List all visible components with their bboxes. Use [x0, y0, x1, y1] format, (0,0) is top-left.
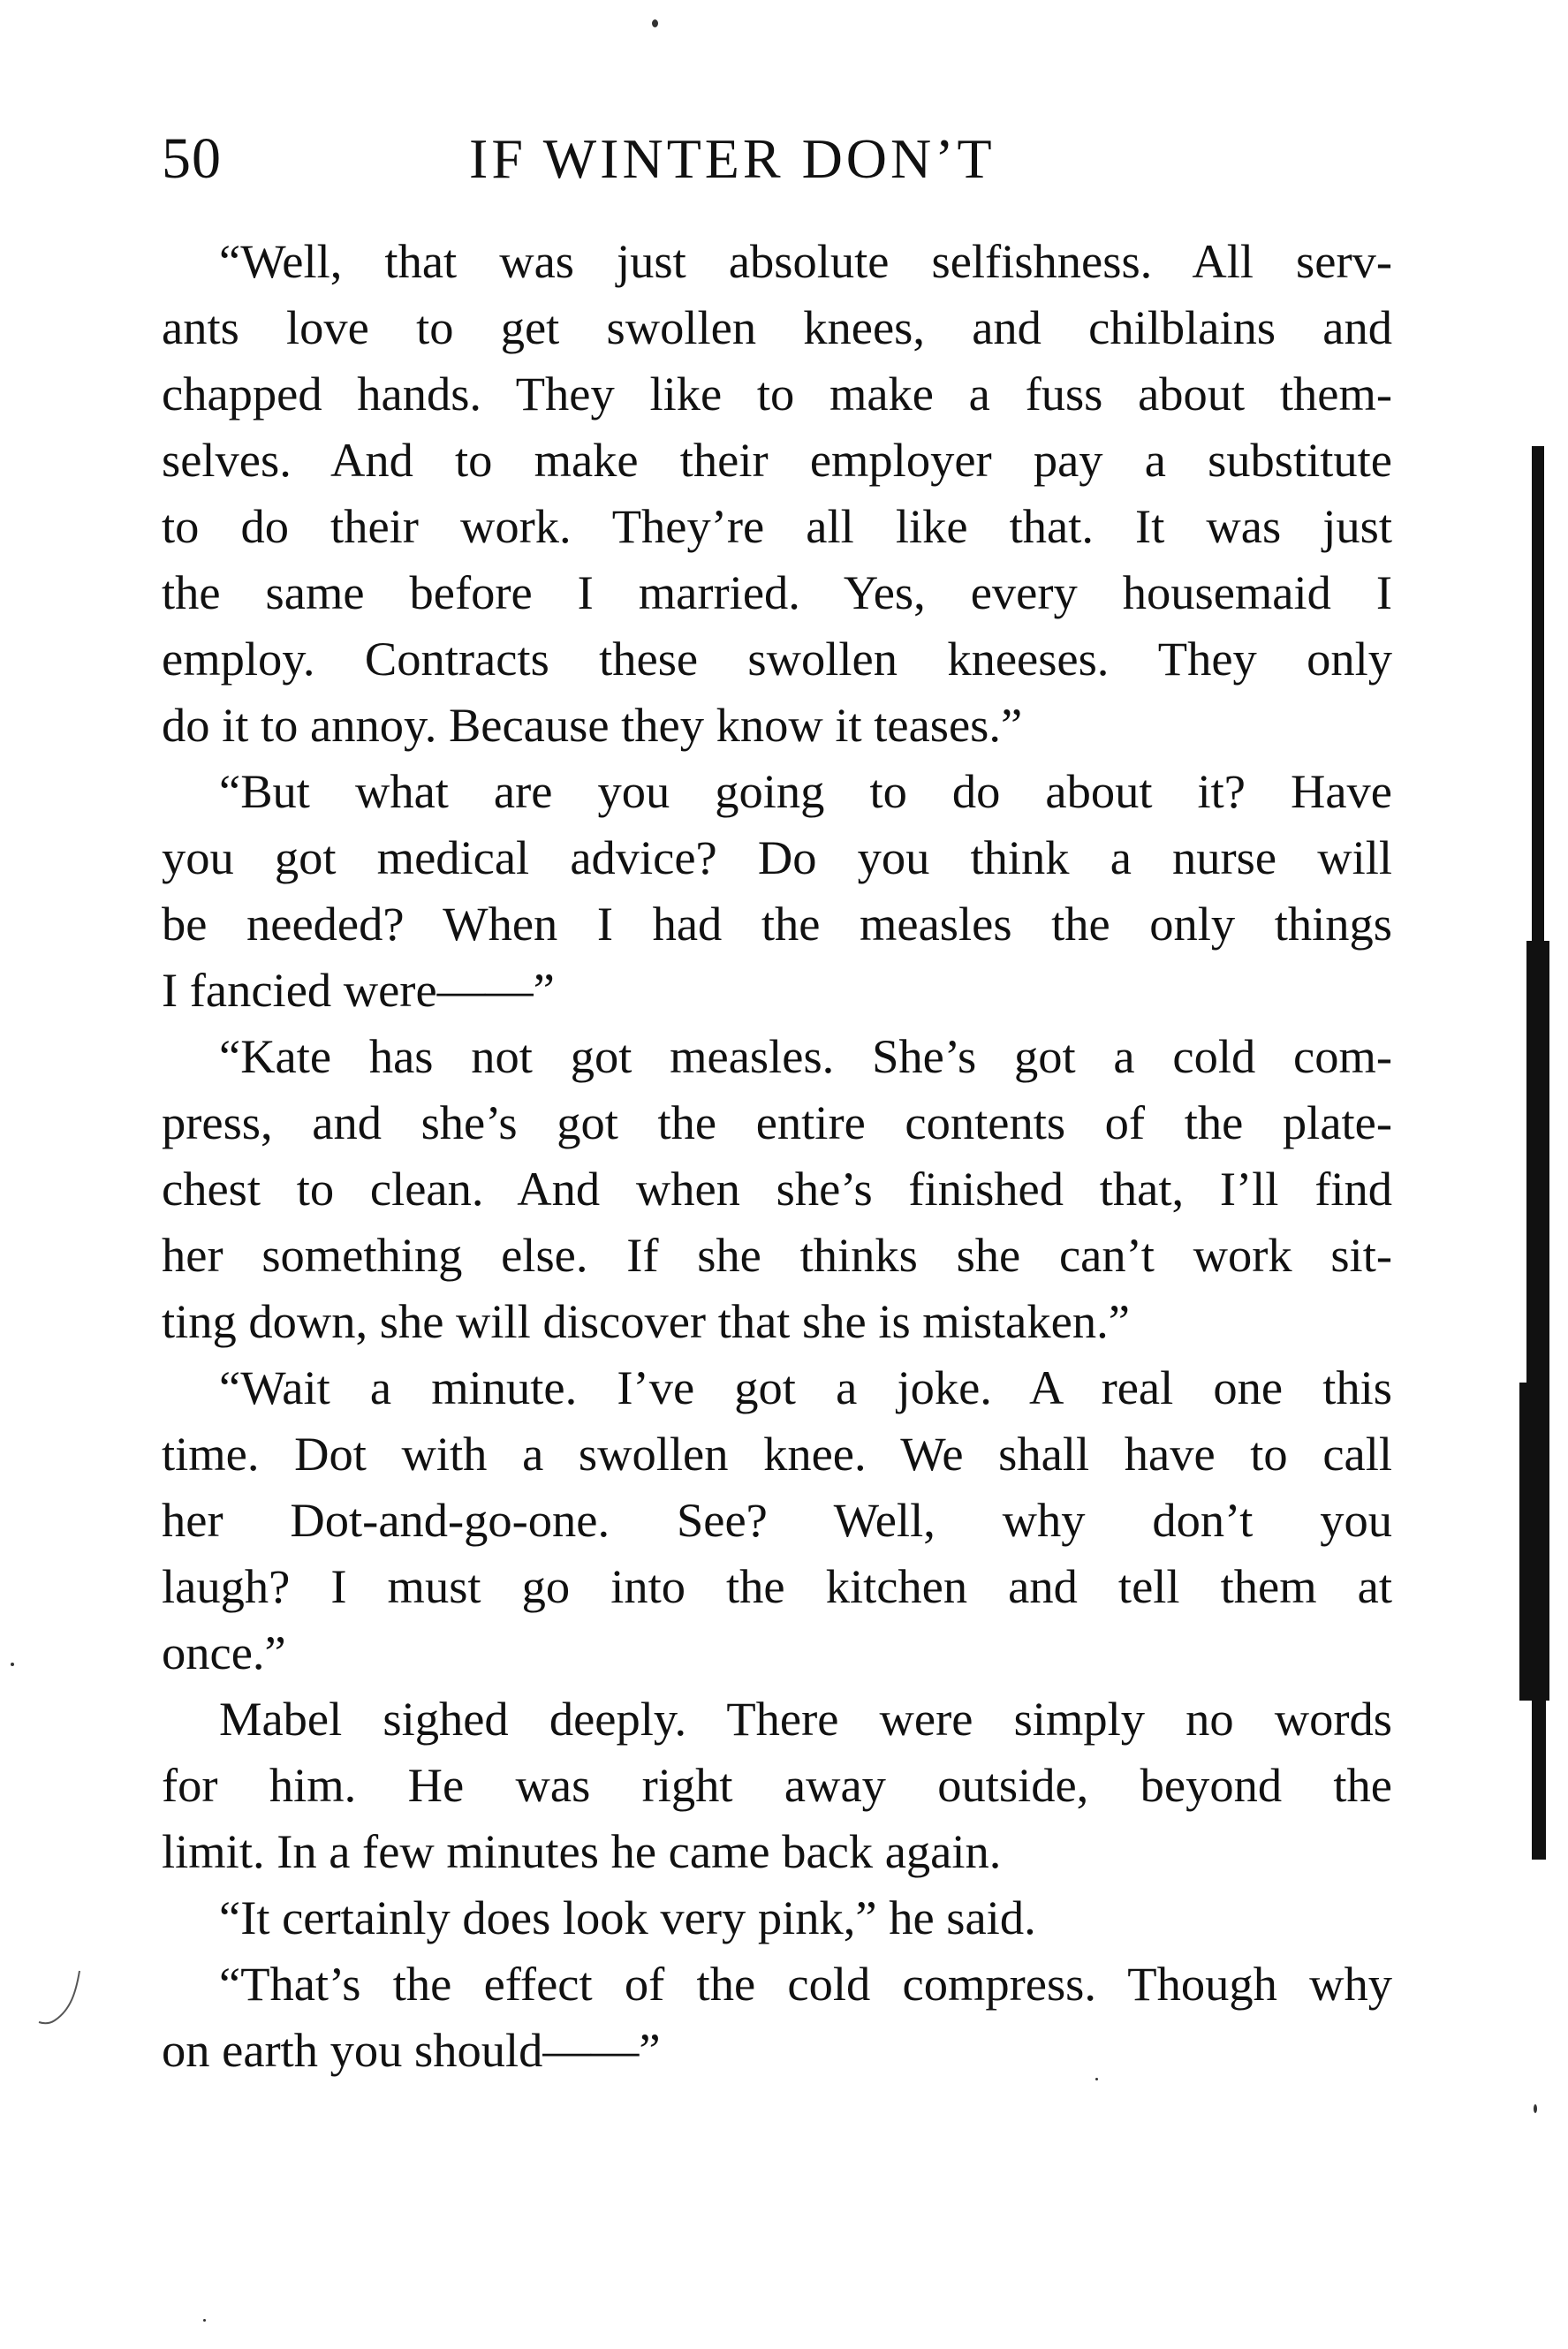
scan-edge-shadow: [1507, 446, 1562, 1860]
text-line: her Dot-and-go-one. See? Well, why don’t you: [162, 1493, 1392, 1547]
text-line: chapped hands. They like to make a fuss about them-: [162, 367, 1392, 421]
page-number: 50: [162, 126, 222, 191]
text-line: to do their work. They’re all like that. It was just: [162, 499, 1392, 553]
text-line: ants love to get swollen knees, and chilblains and: [162, 300, 1392, 354]
text-line: “Well, that was just absolute selfishness. All serv-: [219, 234, 1392, 288]
text-line: laugh? I must go into the kitchen and tell them at: [162, 1559, 1392, 1613]
text-line: do it to annoy. Because they know it teases.”: [162, 698, 1023, 752]
text-line: I fancied were——”: [162, 963, 555, 1017]
text-line: “But what are you going to do about it? Have: [219, 764, 1392, 818]
text-line: the same before I married. Yes, every housemaid I: [162, 565, 1392, 619]
text-line: “That’s the effect of the cold compress. Though why: [219, 1957, 1392, 2011]
text-line: you got medical advice? Do you think a nurse will: [162, 830, 1392, 884]
text-line: press, and she’s got the entire contents of the plate-: [162, 1095, 1392, 1149]
text-line: be needed? When I had the measles the only things: [162, 897, 1392, 951]
text-line: on earth you should——”: [162, 2023, 661, 2077]
body-text: [162, 228, 1392, 2083]
text-line: ting down, she will discover that she is mistaken.”: [162, 1294, 1130, 1348]
paragraph: [162, 1023, 1392, 1354]
running-title: IF WINTER DON’T: [469, 127, 996, 190]
text-line: selves. And to make their employer pay a substitute: [162, 433, 1392, 487]
paragraph: [162, 1951, 1392, 2083]
text-line: once.”: [162, 1625, 286, 1679]
text-line: limit. In a few minutes he came back again.: [162, 1824, 1002, 1878]
text-line: Mabel sighed deeply. There were simply no words: [219, 1692, 1392, 1746]
text-line: time. Dot with a swollen knee. We shall have to call: [162, 1427, 1392, 1481]
paragraph: [162, 1884, 1392, 1951]
text-line: “It certainly does look very pink,” he said.: [219, 1891, 1036, 1944]
pencil-mark: [35, 1966, 88, 2036]
text-line: her something else. If she thinks she can’t work sit-: [162, 1228, 1392, 1282]
paragraph: [162, 1686, 1392, 1884]
paragraph: [162, 758, 1392, 1023]
text-line: “Wait a minute. I’ve got a joke. A real one this: [219, 1360, 1392, 1414]
paragraph: [162, 1354, 1392, 1686]
text-line: “Kate has not got measles. She’s got a cold com-: [219, 1029, 1392, 1083]
text-line: for him. He was right away outside, beyond the: [162, 1758, 1392, 1812]
paragraph: [162, 228, 1392, 758]
text-line: employ. Contracts these swollen kneeses. They only: [162, 632, 1392, 686]
text-line: chest to clean. And when she’s finished that, I’ll find: [162, 1162, 1392, 1216]
page-header: [162, 119, 1398, 199]
